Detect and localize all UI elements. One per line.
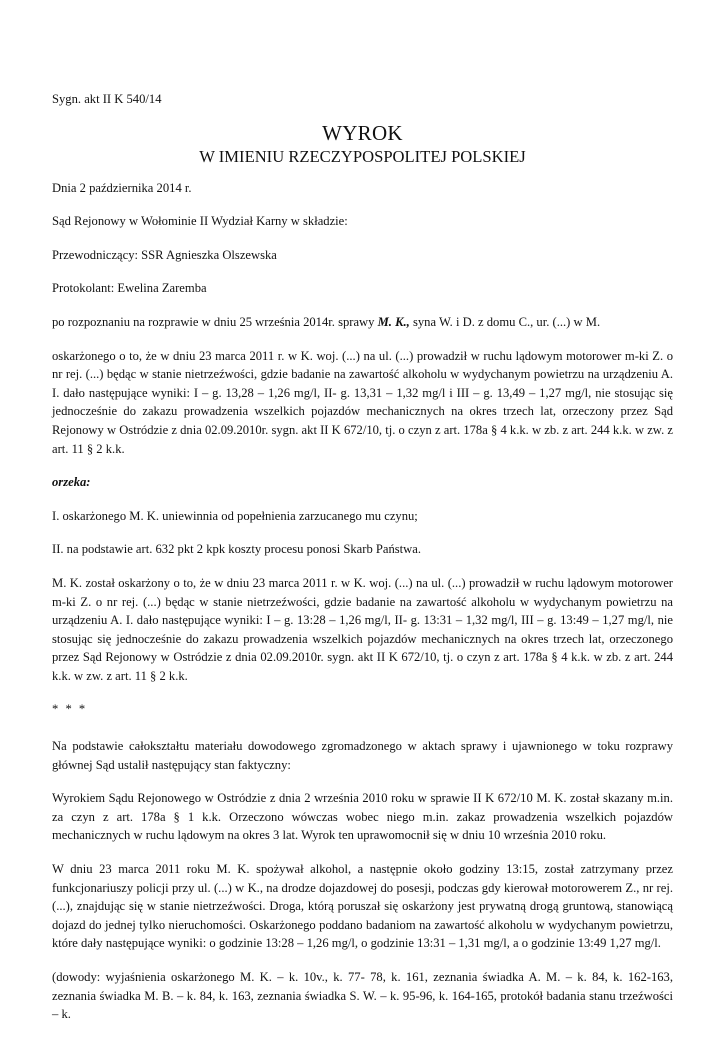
- verdict-date: Dnia 2 października 2014 r.: [52, 180, 192, 195]
- hearing-text-after: syna W. i D. z domu C., ur. (...) w M.: [409, 314, 601, 329]
- charge-repeat-paragraph: M. K. został oskarżony o to, że w dniu 23 marca 2011 r. w K. woj. (...) na ul. (...) prowadził w ruchu lądowym motorower m-ki Z. o nr rej. (...) będąc w stanie nietrzeźwości, gdzie badanie na zawartość alkoholu w wydychanym powietrzu na urządzeniu A. I. dało następujące wyniki: I – g. 13:28 – 1,26 mg/l, II- g. 13:31 – 1,32 mg/l, III – g. 13:49 – 1,27 mg/l, nie stosując się jednocześnie do zakazu prowadzenia wszelkich pojazdów mechanicznych na okres trzech lat, orzeczonego przez Sąd Rejonowy w Ostródzie z dnia 02.09.2010r. sygn. akt II K 672/10, tj. o czyn z art. 178a § 4 k.k. w zb. z art. 244 k.k. w zw. z art. 11 § 2 k.k.: [52, 575, 673, 683]
- justification-prior-conviction: Wyrokiem Sądu Rejonowego w Ostródzie z dnia 2 września 2010 roku w sprawie II K 672/10 M. K. został skazany m.in. za czyn z art. 178a § 1 k.k. Orzeczono wówczas wobec niego m.in. zakaz prowadzenia wszelkich pojazdów mechanicznych w ruchu lądowym na okres 3 lat. Wyrok ten uprawomocnił się w dniu 10 września 2010 roku.: [52, 791, 673, 843]
- document-page: [52, 90, 673, 1039]
- verdict-heading: orzeka:: [52, 475, 91, 490]
- case-signature: Sygn. akt II K 540/14: [52, 92, 162, 106]
- justification-facts: W dniu 23 marca 2011 roku M. K. spożywał alkohol, a następnie około godziny 13:15, został zatrzymany przez funkcjonariuszy policji przy ul. (...) w K., na drodze dojazdowej do posesji, podczas gdy kierował motorowerem Z., nr rej. (...), znajdując się w stanie nietrzeźwości. Droga, którą poruszał się oskarżony jest prywatną drogą gruntową, stanowiącą dojazd do jednej tylko nieruchomości. Oskarżonego poddano badaniom na zawartość alkoholu w wydychanym powietrzu, które dały następujące wyniki: o godzinie 13:28 – 1,26 mg/l, o godzinie 13:31 – 1,31 mg/l, a o godzinie 13:49 1,27 mg/l.: [52, 862, 673, 951]
- hearing-statement: [52, 313, 673, 332]
- document-subtitle: W IMIENIU RZECZYPOSPOLITEJ POLSKIEJ: [199, 146, 526, 166]
- charge-paragraph: oskarżonego o to, że w dniu 23 marca 2011 r. w K. woj. (...) na ul. (...) prowadził w ruchu lądowym motorower m-ki Z. o nr rej. (...) będąc w stanie nietrzeźwości, gdzie badanie na zawartość alkoholu w wydychanym powietrzu na urządzeniu A. I. dało następujące wyniki: I – g. 13,28 – 1,26 mg/l, II- g. 13,31 – 1,32 mg/l i III – g. 13,49 – 1,27 mg/l, nie stosując się jednocześnie do zakazu prowadzenia wszelkich pojazdów mechanicznych na okres trzech lat, orzeczony przez Sąd Rejonowy w Ostródzie z dnia 02.09.2010r. sygn. akt II K 672/10, tj. o czyn z art. 178a § 4 k.k. w zb. z art. 244 k.k. w zw. z art. 11 § 2 k.k.: [52, 348, 673, 456]
- court-clerk: Protokolant: Ewelina Zaremba: [52, 281, 207, 296]
- hearing-text-before: po rozpoznaniu na rozprawie w dniu 25 września 2014r. sprawy: [52, 314, 378, 329]
- verdict-point-2: II. na podstawie art. 632 pkt 2 kpk koszty procesu ponosi Skarb Państwa.: [52, 542, 422, 557]
- section-separator: * * *: [52, 702, 88, 717]
- court-composition: Sąd Rejonowy w Wołominie II Wydział Karny w składzie:: [52, 214, 348, 229]
- defendant-name: M. K.,: [377, 314, 410, 329]
- verdict-point-1: I. oskarżonego M. K. uniewinnia od popełnienia zarzucanego mu czynu;: [52, 508, 418, 523]
- justification-evidence: (dowody: wyjaśnienia oskarżonego M. K. – k. 10v., k. 77- 78, k. 161, zeznania świadka A. M. – k. 84, k. 162-163, zeznania świadka M. B. – k. 84, k. 163, zeznania świadka S. W. – k. 95-96, k. 164-165, protokół badania stanu trzeźwości – k.: [52, 970, 673, 1022]
- presiding-judge: Przewodniczący: SSR Agnieszka Olszewska: [52, 247, 277, 262]
- justification-intro: Na podstawie całokształtu materiału dowodowego zgromadzonego w aktach sprawy i ujawnionego w toku rozprawy głównej Sąd ustalił następujący stan faktyczny:: [52, 739, 673, 772]
- document-title: WYROK: [322, 120, 403, 145]
